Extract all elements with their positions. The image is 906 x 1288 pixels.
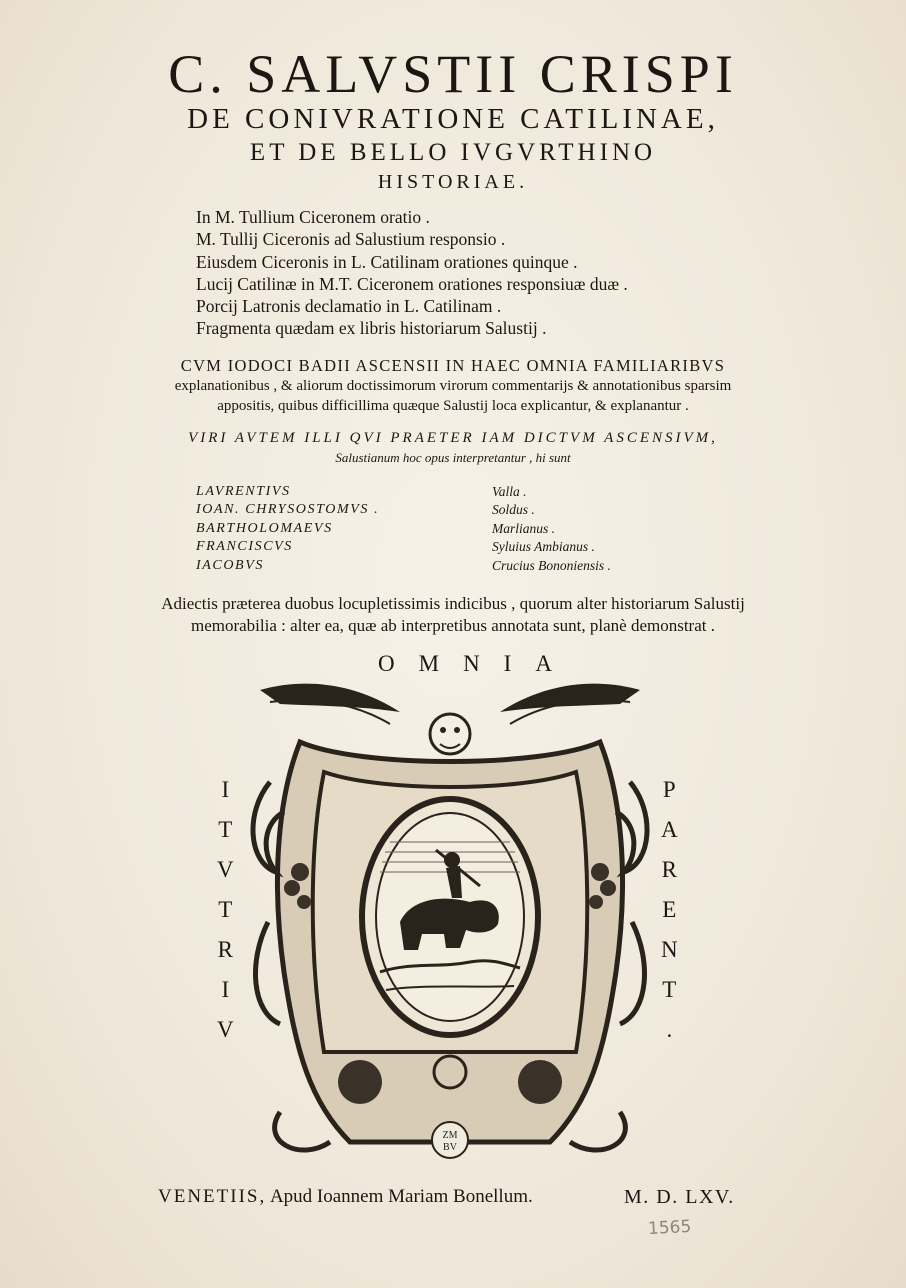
interpreter-surname: Marlianus . [492,520,556,536]
contents-item: M. Tullij Ciceronis ad Salustium responsio . [196,229,506,250]
right-wing-icon [500,684,640,712]
title-historiae: HISTORIAE. [377,171,529,193]
contents-item: Fragmenta quædam ex libris historiarum Salustij . [196,318,547,339]
motto-right [661,770,678,1050]
interpreter-first-names [196,483,379,575]
imprint-city: VENETIIS, [158,1186,267,1207]
printers-device-woodcut [240,672,660,1172]
motto-right-letter: . [666,1017,673,1042]
interpreter-first-name: IOAN. CHRYSOSTOMVS . [196,502,380,518]
interpreter-surname: Crucius Bononiensis . [492,557,611,573]
interpreter-surname: Soldus . [492,502,535,518]
interpreter-surname: Syluius Ambianus . [492,539,595,555]
motto-right-letter: T [662,977,677,1002]
contents-item: Porcij Latronis declamatio in L. Catilinam . [196,296,502,317]
indices-line: memorabilia : alter ea, quæ ab interpretibus annotata sunt, planè demonstrat . [190,616,715,635]
cherub-icon [518,1060,562,1104]
monogram-bottom: BV [443,1142,457,1153]
title-author: C. SALVSTII CRISPI [168,44,738,104]
motto-left-letter: R [217,937,233,962]
motto-left-letter: T [218,897,233,922]
motto-left-letter: I [221,777,230,802]
contents-item: Eiusdem Ciceronis in L. Catilinam orationes quinque . [196,251,578,272]
motto-right-letter: R [661,857,677,882]
imprint-publisher: Apud Ioannem Mariam Bonellum. [269,1186,533,1207]
imprint-line [158,1185,533,1209]
motto-left-letter: I [221,977,230,1002]
motto-left-letter: V [217,857,234,882]
motto-left-letter: T [218,817,233,842]
motto-left [217,770,234,1050]
interpreter-first-name: FRANCISCVS [196,539,293,555]
interpreter-first-name: IACOBVS [196,557,264,573]
interpreter-surname: Valla . [492,484,527,499]
interpreter-first-name: LAVRENTIVS [196,484,291,499]
interpreter-surnames [492,483,611,575]
interpreter-first-name: BARTHOLOMAEVS [196,520,333,536]
cherub-icon [338,1060,382,1104]
contents-item: In M. Tullium Ciceronem oratio . [196,207,430,227]
indices-line: Adiectis præterea duobus locupletissimis indicibus , quorum alter historiarum Salustij [161,594,745,613]
motto-right-letter: N [661,937,678,962]
monogram-top: ZM [442,1130,458,1141]
title-work-1: DE CONIVRATIONE CATILINAE, [187,103,719,135]
motto-right-letter: A [661,817,678,842]
contents-item: Lucij Catilinæ in M.T. Ciceronem orationes responsiuæ duæ . [196,273,628,294]
motto-top: OMNIA [378,651,576,676]
title-work-2: ET DE BELLO IVGVRTHINO [249,139,657,166]
left-wing-icon [260,684,400,712]
imprint-date: M. D. LXV. [624,1186,735,1208]
interpreters-heading: VIRI AVTEM ILLI QVI PRAETER IAM DICTVM ASCENSIVM, [188,430,718,446]
commentary-heading: CVM IODOCI BADII ASCENSII IN HAEC OMNIA FAMILIARIBVS [180,356,726,375]
interpreters-subheading: Salustianum hoc opus interpretantur , hi sunt [335,450,571,465]
contents-list [196,206,628,340]
motto-right-letter: P [662,777,676,802]
commentary-line: explanationibus , & aliorum doctissimorum virorum commentarijs & annotationibus sparsim [174,378,732,394]
motto-left-letter: V [217,1017,234,1042]
pencil-annotation: 1565 [647,1216,692,1240]
motto-right-letter: E [662,897,677,922]
commentary-line: appositis, quibus difficillima quæque Salustij loca explicantur, & explanantur . [217,398,689,414]
